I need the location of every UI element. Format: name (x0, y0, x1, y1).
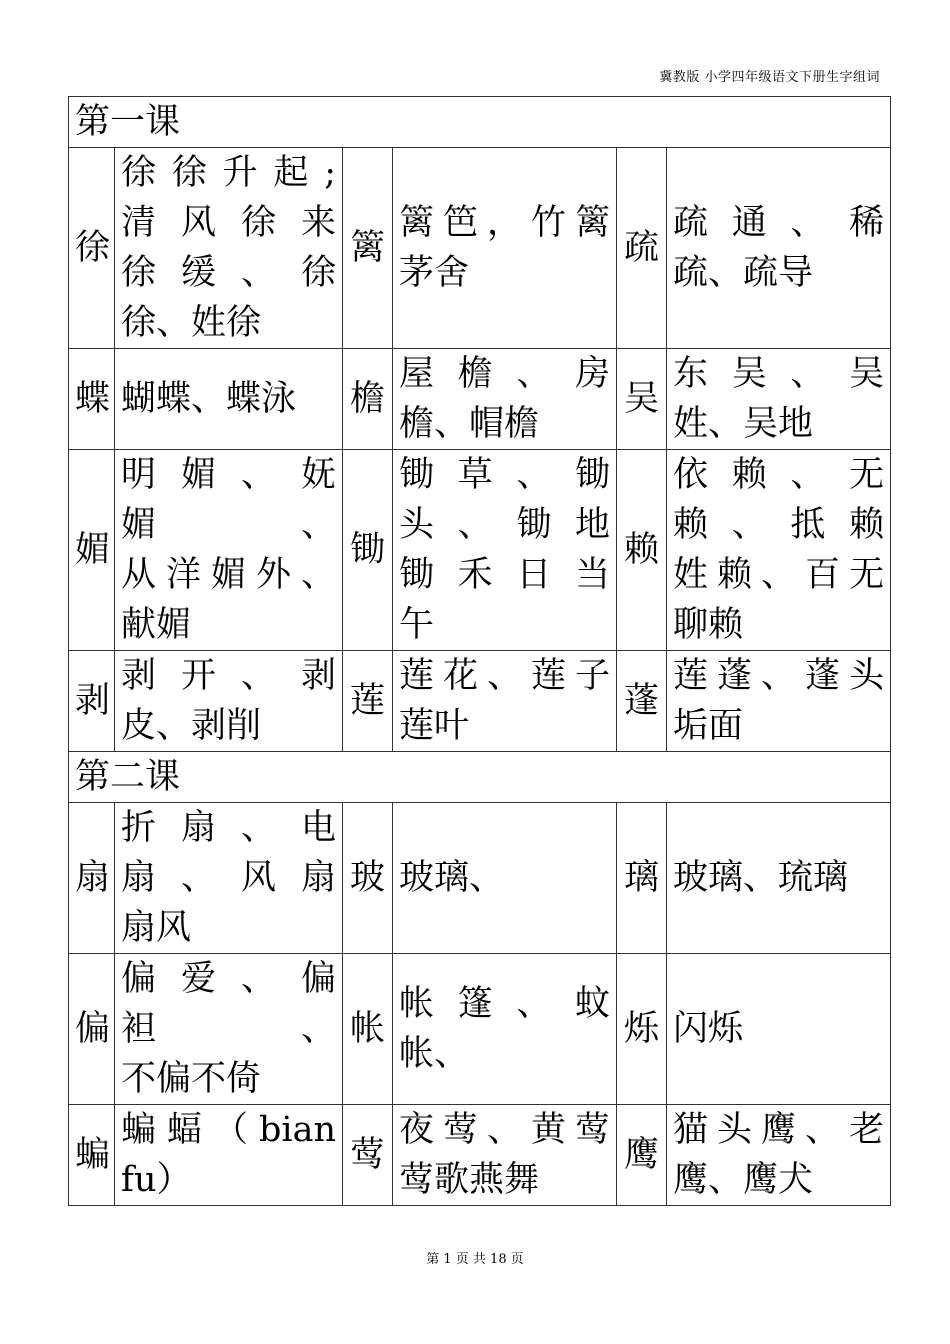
character-cell: 剥 (69, 651, 115, 752)
word-line: 莲蓬、蓬头 (673, 656, 885, 696)
word-line: 莲叶 (399, 706, 470, 746)
character-cell: 蓬 (617, 651, 667, 752)
word-line: 蝙蝠（bian (121, 1110, 336, 1150)
character-cell: 偏 (69, 954, 115, 1105)
character-cell: 疏 (617, 148, 667, 349)
word-group-cell (667, 651, 891, 752)
word-line: 徐缓、徐 (121, 253, 336, 293)
word-line: 从洋媚外、 (121, 555, 336, 595)
vocabulary-table (68, 96, 891, 1206)
lesson-heading-row (69, 97, 891, 148)
word-group-cell (667, 1105, 891, 1206)
word-line: 赖、抵赖 (673, 505, 885, 545)
character-cell: 玻 (343, 803, 393, 954)
word-line: 锄禾日当 (399, 555, 610, 595)
page-footer: 第 1 页 共 18 页 (426, 1252, 524, 1267)
word-group-cell (393, 651, 617, 752)
character-cell: 莲 (343, 651, 393, 752)
word-line: 依赖、无 (673, 455, 885, 495)
character-cell: 鹰 (617, 1105, 667, 1206)
word-line: 午 (399, 605, 435, 645)
character-cell: 莺 (343, 1105, 393, 1206)
character-row (69, 148, 891, 349)
word-line: 东吴、吴 (673, 354, 885, 394)
word-line: fu） (121, 1160, 192, 1200)
word-line: 折扇、电 (121, 808, 336, 848)
character-cell: 吴 (617, 349, 667, 450)
word-group-cell (115, 954, 343, 1105)
word-group-cell (667, 954, 891, 1105)
character-row (69, 651, 891, 752)
word-line: 屋檐、房 (399, 354, 610, 394)
word-line: 明媚、妩 (121, 455, 336, 495)
page-header: 冀教版 小学四年级语文下册生字组词 (659, 70, 880, 85)
word-line: 聊赖 (673, 605, 744, 645)
character-cell: 帐 (343, 954, 393, 1105)
word-line: 檐、帽檐 (399, 404, 540, 444)
character-row (69, 954, 891, 1105)
character-row (69, 1105, 891, 1206)
word-group-cell (115, 651, 343, 752)
word-line: 锄草、锄 (399, 455, 610, 495)
word-line: 帐、 (399, 1034, 470, 1074)
word-line: 玻璃、 (399, 858, 505, 898)
word-line: 鹰、鹰犬 (673, 1160, 814, 1200)
character-cell: 媚 (69, 450, 115, 651)
word-group-cell (115, 148, 343, 349)
word-group-cell (667, 803, 891, 954)
word-line: 徐徐升起; (121, 153, 336, 193)
word-group-cell (115, 1105, 343, 1206)
word-line: 猫头鹰、老 (673, 1110, 885, 1150)
character-cell: 烁 (617, 954, 667, 1105)
character-row (69, 803, 891, 954)
character-cell: 锄 (343, 450, 393, 651)
word-line: 清风徐来 (121, 203, 336, 243)
word-line: 莲花、莲子 (399, 656, 610, 696)
word-line: 茅舍 (399, 253, 470, 293)
word-group-cell (667, 148, 891, 349)
character-cell: 璃 (617, 803, 667, 954)
word-line: 莺歌燕舞 (399, 1160, 540, 1200)
lesson-heading-row (69, 752, 891, 803)
word-line: 篱笆，竹篱 (399, 203, 610, 243)
character-cell: 蝙 (69, 1105, 115, 1206)
character-row (69, 450, 891, 651)
word-line: 袒、 (121, 1009, 336, 1049)
word-group-cell (393, 803, 617, 954)
character-cell: 扇 (69, 803, 115, 954)
character-cell: 徐 (69, 148, 115, 349)
character-row (69, 349, 891, 450)
word-group-cell (393, 349, 617, 450)
character-cell: 檐 (343, 349, 393, 450)
word-group-cell (115, 803, 343, 954)
word-line: 徐、姓徐 (121, 303, 262, 343)
word-line: 夜莺、黄莺 (399, 1110, 610, 1150)
word-group-cell (393, 1105, 617, 1206)
word-line: 疏、疏导 (673, 253, 814, 293)
lesson-title: 第二课 (69, 752, 891, 803)
word-line: 头、锄地 (399, 505, 610, 545)
character-cell: 赖 (617, 450, 667, 651)
word-line: 媚、 (121, 505, 336, 545)
word-group-cell (667, 349, 891, 450)
word-line: 皮、剥削 (121, 706, 262, 746)
word-line: 剥开、剥 (121, 656, 336, 696)
word-line: 姓赖、百无 (673, 555, 885, 595)
character-cell: 篱 (343, 148, 393, 349)
word-line: 偏爱、偏 (121, 959, 336, 999)
word-group-cell (667, 450, 891, 651)
word-group-cell (393, 450, 617, 651)
word-line: 姓、吴地 (673, 404, 814, 444)
word-line: 帐篷、蚊 (399, 984, 610, 1024)
word-group-cell (393, 148, 617, 349)
word-group-cell (115, 450, 343, 651)
word-line: 扇风 (121, 908, 192, 948)
character-cell: 蝶 (69, 349, 115, 450)
word-line: 蝴蝶、蝶泳 (121, 379, 297, 419)
word-line: 玻璃、琉璃 (673, 858, 849, 898)
lesson-title: 第一课 (69, 97, 891, 148)
word-line: 闪烁 (673, 1009, 744, 1049)
word-line: 不偏不倚 (121, 1059, 262, 1099)
word-group-cell (393, 954, 617, 1105)
word-line: 疏通、稀 (673, 203, 885, 243)
word-line: 扇、风扇 (121, 858, 336, 898)
word-group-cell (115, 349, 343, 450)
word-line: 垢面 (673, 706, 744, 746)
word-line: 献媚 (121, 605, 192, 645)
